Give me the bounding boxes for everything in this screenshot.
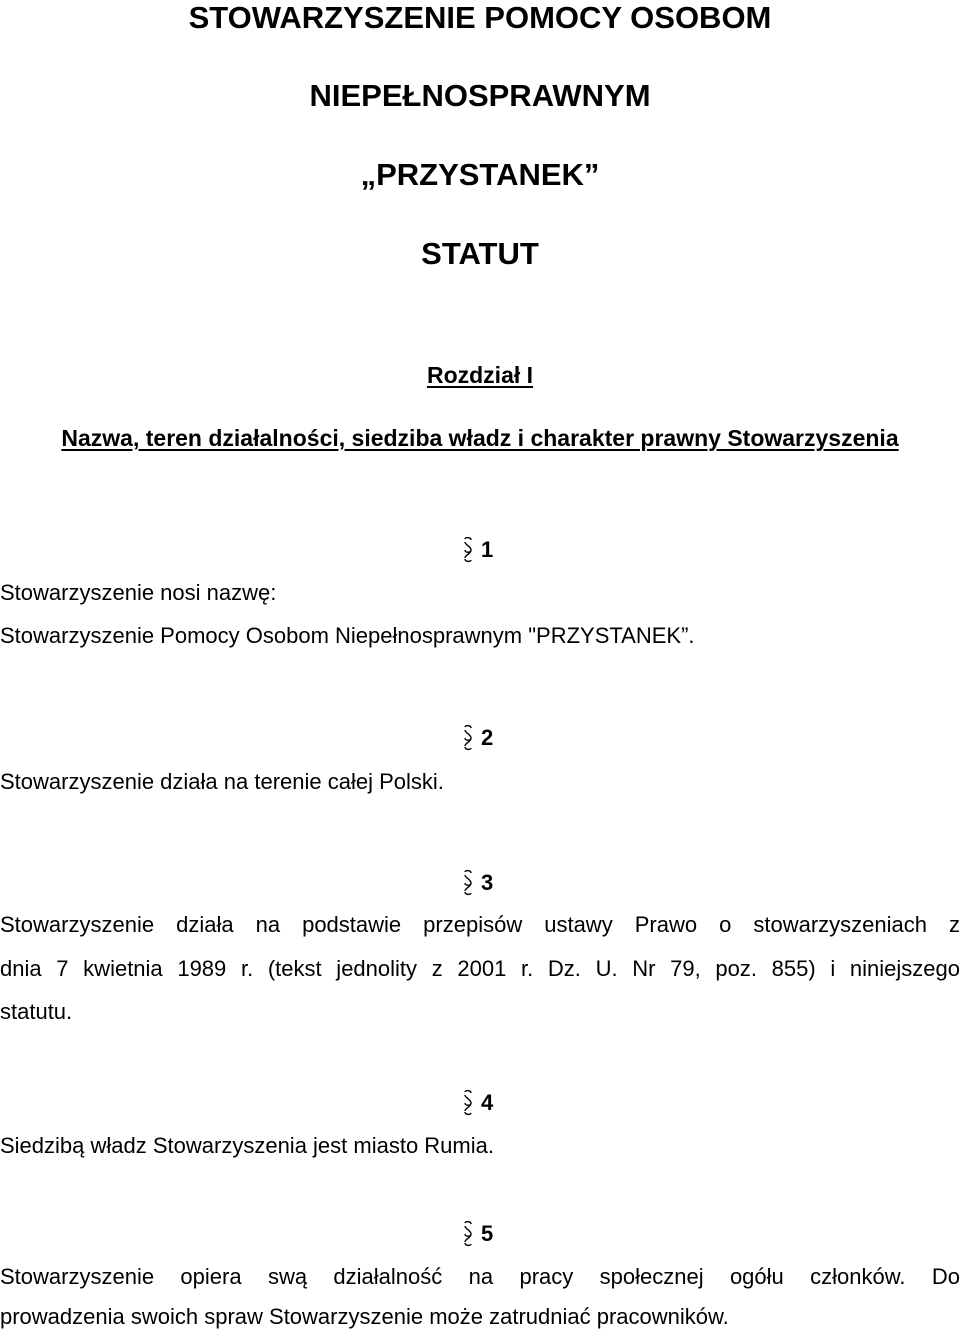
section-heading-3 xyxy=(463,870,493,896)
section-number: 3 xyxy=(481,870,494,895)
section-5-line-1: Stowarzyszenie opiera swą działalność na pracy społecznej ogółu członków. Do xyxy=(0,1264,960,1289)
org-name-line2: NIEPEŁNOSPRAWNYM xyxy=(309,78,651,113)
section-sign-icon xyxy=(463,537,473,561)
section-1-line-1: Stowarzyszenie nosi nazwę: xyxy=(0,580,277,605)
section-3-line-3: statutu. xyxy=(0,999,73,1024)
section-4-line-1: Siedzibą władz Stowarzyszenia jest miasto Rumia. xyxy=(0,1133,494,1158)
section-heading-4 xyxy=(463,1090,493,1116)
section-5-line-2: prowadzenia swoich spraw Stowarzyszenie może zatrudniać pracowników. xyxy=(0,1304,729,1329)
section-heading-2 xyxy=(463,725,493,751)
section-1-line-2: Stowarzyszenie Pomocy Osobom Niepełnosprawnym "PRZYSTANEK”. xyxy=(0,623,695,648)
section-sign-icon xyxy=(463,870,473,894)
section-number: 1 xyxy=(481,537,494,562)
section-2-line-1: Stowarzyszenie działa na terenie całej Polski. xyxy=(0,769,444,794)
org-name-line1: STOWARZYSZENIE POMOCY OSOBOM xyxy=(188,0,772,35)
chapter-label: Rozdział I xyxy=(426,362,534,388)
section-heading-1 xyxy=(463,537,493,563)
section-number: 5 xyxy=(481,1221,494,1246)
section-number: 2 xyxy=(481,725,494,750)
section-number: 4 xyxy=(481,1090,494,1115)
section-sign-icon xyxy=(463,725,473,749)
document-title: STATUT xyxy=(421,236,539,271)
section-3-line-1: Stowarzyszenie działa na podstawie przepisów ustawy Prawo o stowarzyszeniach z xyxy=(0,912,960,937)
section-heading-5 xyxy=(463,1221,493,1247)
section-sign-icon xyxy=(463,1221,473,1245)
chapter-subtitle: Nazwa, teren działalności, siedziba władz i charakter prawny Stowarzyszenia xyxy=(61,425,899,451)
org-name-line3: „PRZYSTANEK” xyxy=(360,157,600,192)
section-3-line-2: dnia 7 kwietnia 1989 r. (tekst jednolity z 2001 r. Dz. U. Nr 79, poz. 855) i niniejszego xyxy=(0,956,960,981)
section-sign-icon xyxy=(463,1090,473,1114)
